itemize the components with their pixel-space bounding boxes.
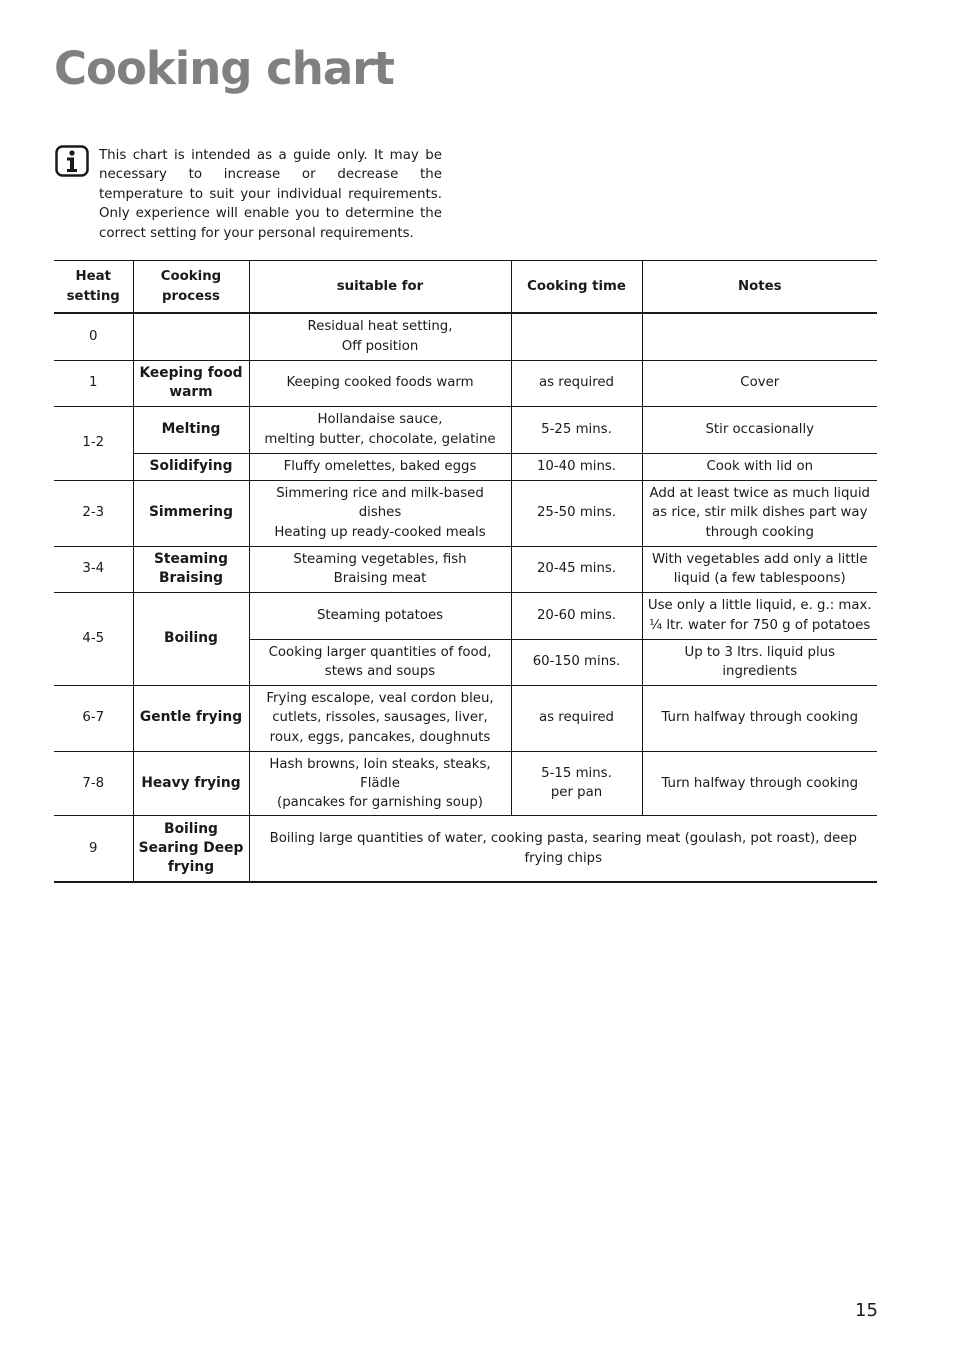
cooking-time-cell: 5-25 mins. xyxy=(511,406,642,453)
cooking-process-cell: Gentle frying xyxy=(133,685,249,751)
cooking-process-cell: Heavy frying xyxy=(133,751,249,816)
notes-cell: Cover xyxy=(642,360,877,406)
cooking-process-cell: Melting xyxy=(133,406,249,453)
heat-setting-cell: 7-8 xyxy=(54,751,133,816)
header-cooking-time: Cooking time xyxy=(511,261,642,314)
cooking-chart-table xyxy=(54,260,877,883)
notes-cell: Up to 3 ltrs. liquid plus ingredients xyxy=(642,639,877,685)
suitable-for-cell: Steaming potatoes xyxy=(249,592,511,639)
header-heat-setting: Heat setting xyxy=(54,261,133,314)
cooking-time-cell: 5-15 mins. per pan xyxy=(511,751,642,816)
suitable-for-cell: Cooking larger quantities of food, stews and soups xyxy=(249,639,511,685)
table-row xyxy=(54,751,877,816)
table-row xyxy=(54,313,877,360)
heat-setting-cell: 9 xyxy=(54,816,133,882)
cooking-process-cell: Boiling xyxy=(133,592,249,685)
heat-setting-cell: 0 xyxy=(54,313,133,360)
suitable-for-cell: Frying escalope, veal cordon bleu, cutlets, rissoles, sausages, liver, roux, eggs, pancakes, doughnuts xyxy=(249,685,511,751)
cooking-time-cell: 20-45 mins. xyxy=(511,546,642,592)
table-row xyxy=(54,816,877,882)
table-row xyxy=(54,406,877,453)
cooking-time-cell: 60-150 mins. xyxy=(511,639,642,685)
cooking-time-cell: 20-60 mins. xyxy=(511,592,642,639)
header-cooking-process: Cooking process xyxy=(133,261,249,314)
table-row xyxy=(54,480,877,546)
suitable-for-cell: Simmering rice and milk-based dishes Heating up ready-cooked meals xyxy=(249,480,511,546)
notes-cell: Cook with lid on xyxy=(642,453,877,480)
cooking-process-cell xyxy=(133,313,249,360)
table-row xyxy=(54,546,877,592)
notes-cell: Turn halfway through cooking xyxy=(642,751,877,816)
notes-cell: Turn halfway through cooking xyxy=(642,685,877,751)
notes-cell: With vegetables add only a little liquid (a few tablespoons) xyxy=(642,546,877,592)
suitable-for-cell: Boiling large quantities of water, cooking pasta, searing meat (goulash, pot roast), deep frying chips xyxy=(249,816,877,882)
cooking-process-cell: Steaming Braising xyxy=(133,546,249,592)
suitable-for-cell: Keeping cooked foods warm xyxy=(249,360,511,406)
page-title: Cooking chart xyxy=(54,42,394,95)
cooking-time-cell: 25-50 mins. xyxy=(511,480,642,546)
table-row xyxy=(54,360,877,406)
cooking-time-cell: 10-40 mins. xyxy=(511,453,642,480)
header-notes: Notes xyxy=(642,261,877,314)
suitable-for-cell: Steaming vegetables, fish Braising meat xyxy=(249,546,511,592)
suitable-for-cell: Fluffy omelettes, baked eggs xyxy=(249,453,511,480)
heat-setting-cell: 2-3 xyxy=(54,480,133,546)
notes-cell: Add at least twice as much liquid as rice, stir milk dishes part way through cooking xyxy=(642,480,877,546)
cooking-process-cell: Simmering xyxy=(133,480,249,546)
table-row xyxy=(54,592,877,639)
suitable-for-cell: Hash browns, loin steaks, steaks, Flädle (pancakes for garnishing soup) xyxy=(249,751,511,816)
cooking-time-cell: as required xyxy=(511,685,642,751)
heat-setting-cell: 1-2 xyxy=(54,406,133,480)
heat-setting-cell: 3-4 xyxy=(54,546,133,592)
cooking-time-cell: as required xyxy=(511,360,642,406)
notes-cell xyxy=(642,313,877,360)
table-row xyxy=(54,685,877,751)
notes-cell: Stir occasionally xyxy=(642,406,877,453)
cooking-process-cell: Solidifying xyxy=(133,453,249,480)
cooking-process-cell: Boiling Searing Deep frying xyxy=(133,816,249,882)
table-row xyxy=(54,453,877,480)
suitable-for-cell: Residual heat setting, Off position xyxy=(249,313,511,360)
cooking-process-cell: Keeping food warm xyxy=(133,360,249,406)
suitable-for-cell: Hollandaise sauce, melting butter, chocolate, gelatine xyxy=(249,406,511,453)
heat-setting-cell: 4-5 xyxy=(54,592,133,685)
table-header-row xyxy=(54,261,877,314)
notes-cell: Use only a little liquid, e. g.: max. ¼ ltr. water for 750 g of potatoes xyxy=(642,592,877,639)
cooking-time-cell xyxy=(511,313,642,360)
page-number: 15 xyxy=(855,1300,878,1321)
heat-setting-cell: 6-7 xyxy=(54,685,133,751)
info-icon xyxy=(55,145,89,177)
header-suitable-for: suitable for xyxy=(249,261,511,314)
info-note: This chart is intended as a guide only. It may be necessary to increase or decrease the temperature to suit your individual requirements. Only experience will enable you to determine the correct setting for your personal requirements. xyxy=(99,148,442,241)
heat-setting-cell: 1 xyxy=(54,360,133,406)
